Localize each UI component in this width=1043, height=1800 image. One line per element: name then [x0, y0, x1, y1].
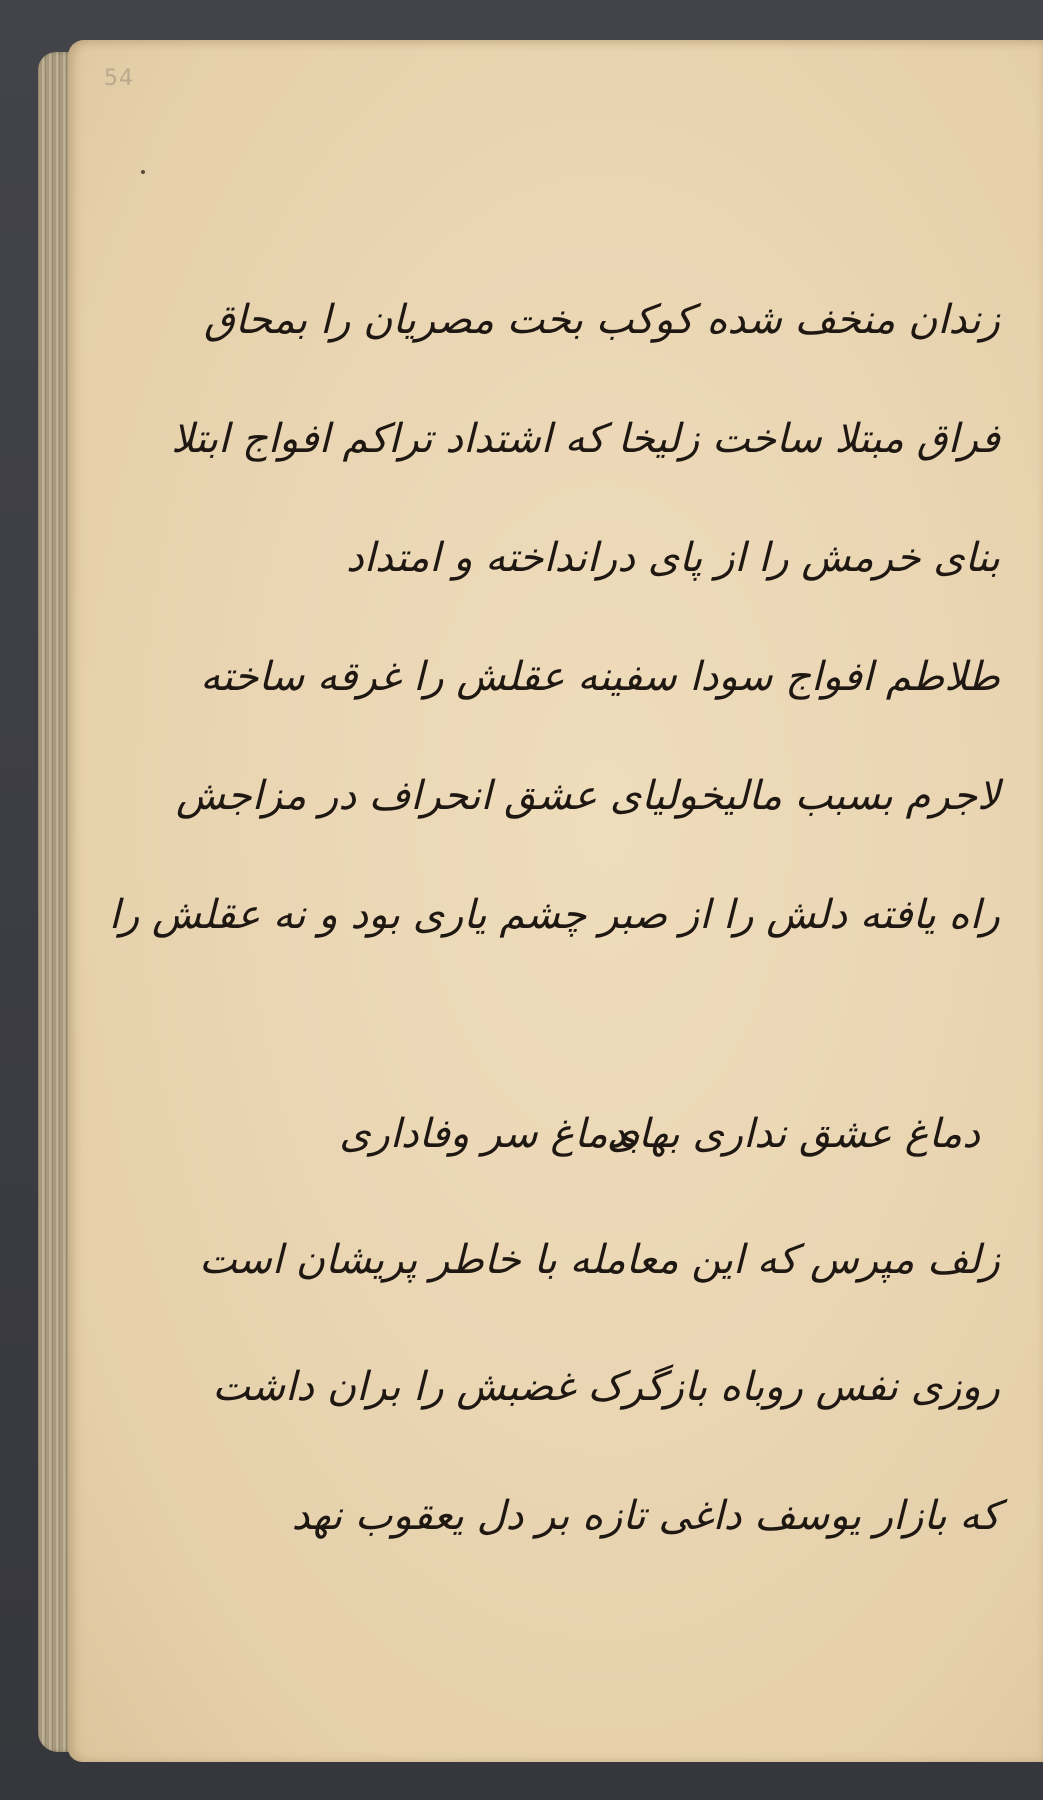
manuscript-line-4: طلاطم افواج سودا سفینه عقلش را غرقه ساخته [200, 654, 1000, 700]
manuscript-line-3: بنای خرمش را از پای درانداخته و امتداد [346, 535, 1000, 581]
manuscript-line-5: لاجرم بسبب مالیخولیای عشق انحراف در مزاجش [175, 773, 1000, 819]
folio-number: 54 [104, 66, 134, 91]
manuscript-line-7-right: بدماغ سر وفاداری [339, 1111, 640, 1157]
manuscript-line-8: زلف مپرس که این معامله با خاطر پریشان است [199, 1237, 1000, 1283]
manuscript-line-1: زندان منخف شده کوکب بخت مصریان را بمحاق [204, 297, 1000, 343]
manuscript-line-7-left: دماغ عشق نداری بهای [606, 1111, 980, 1157]
manuscript-line-10: که بازار یوسف داغی تازه بر دل یعقوب نهد [291, 1493, 1000, 1539]
manuscript-line-9: روزی نفس روباه بازگرک غضبش را بران داشت [212, 1364, 1000, 1410]
ink-speck [141, 170, 145, 174]
manuscript-line-6: راه یافته دلش را از صبر چشم یاری بود و نه عقلش را [108, 892, 1000, 938]
manuscript-line-2: فراق مبتلا ساخت زلیخا که اشتداد تراکم افواج ابتلا [171, 416, 1000, 462]
